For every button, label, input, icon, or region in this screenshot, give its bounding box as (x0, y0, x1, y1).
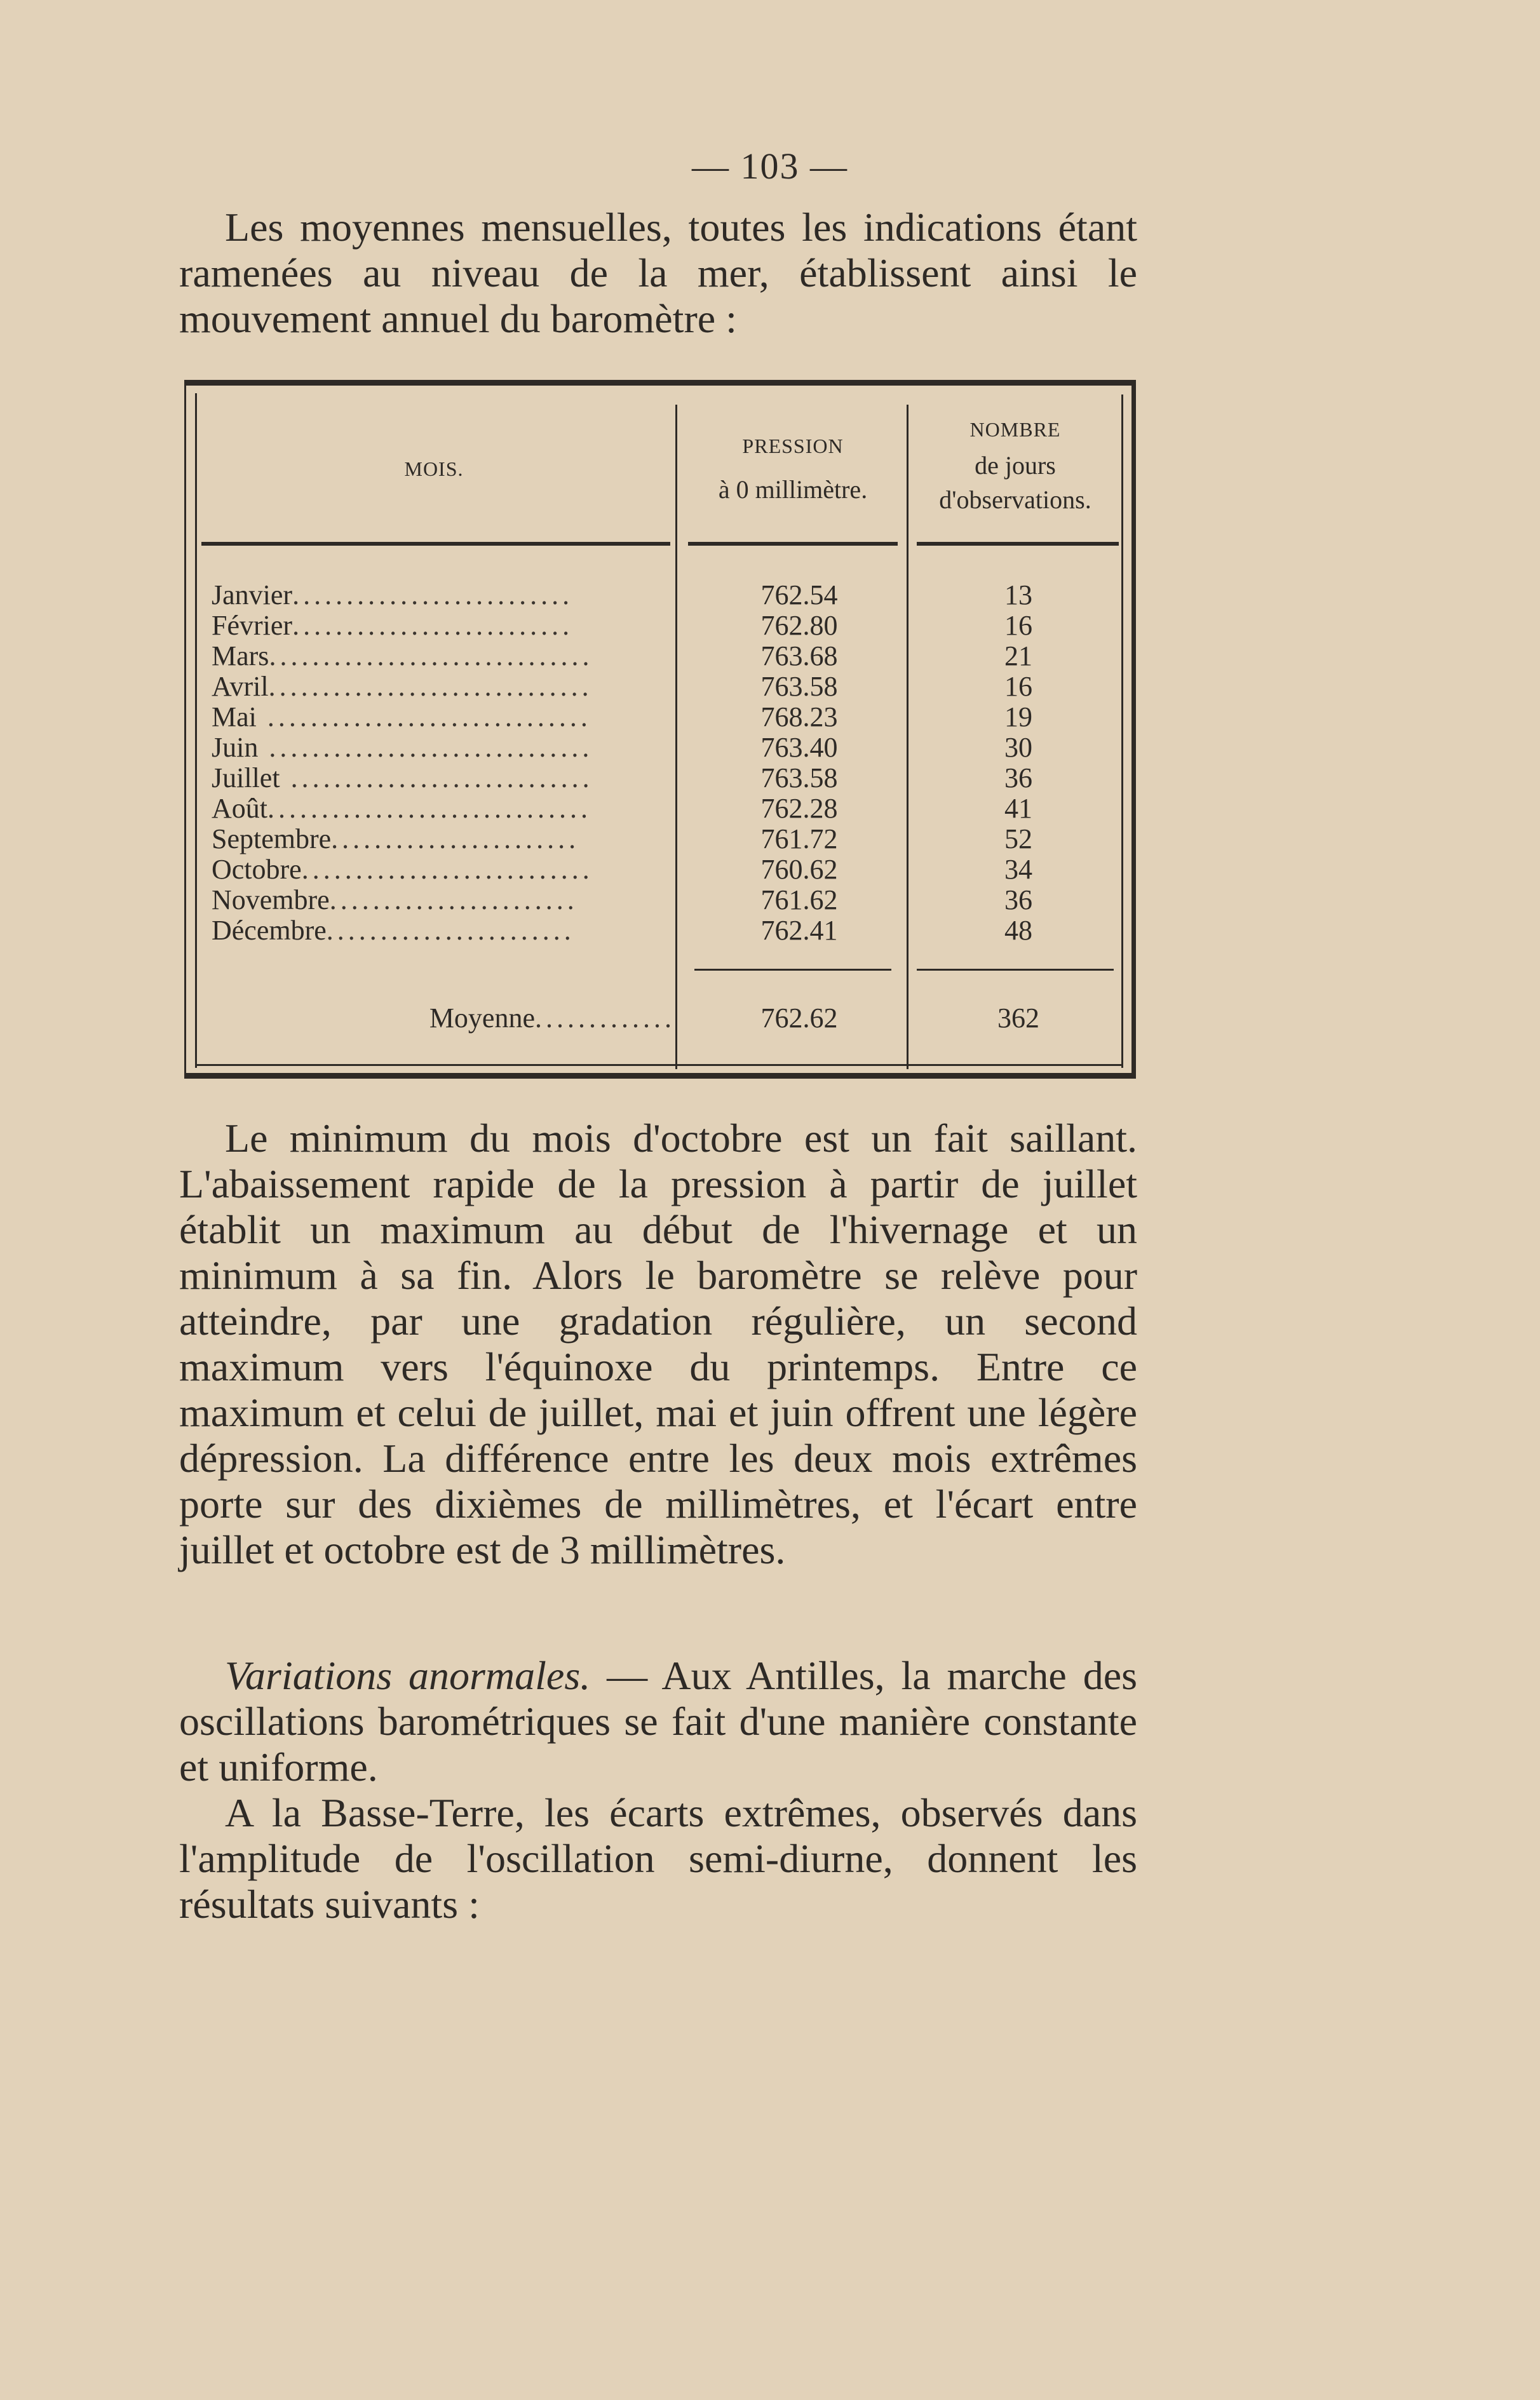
header-rule-pressure (688, 542, 898, 546)
table-row: Février.......................... 762.80 16 (212, 610, 1126, 641)
pressure-value: 762.41 (760, 915, 838, 946)
table-row: Décembre....................... 762.41 48 (212, 915, 1126, 946)
month-name: Octobre (212, 854, 302, 885)
pressure-value: 763.58 (760, 762, 838, 793)
variations-paragraph (179, 1653, 1137, 1790)
variations-heading: Variations anormales. (225, 1653, 591, 1698)
month-name: Avril (212, 671, 269, 702)
month-name: Janvier (212, 580, 293, 610)
header-month: MOIS. (404, 457, 464, 480)
total-rule-days (917, 969, 1114, 971)
inner-left-border (195, 393, 197, 1068)
month-name: Septembre (212, 824, 332, 854)
month-name: Août (212, 793, 267, 824)
table-row: Juillet ............................ 763.58 36 (212, 763, 1126, 793)
month-name: Décembre (212, 915, 327, 946)
month-name: Juillet (212, 763, 280, 793)
days-value: 19 (1004, 701, 1032, 732)
header-rule-days (917, 542, 1119, 546)
header-days-title: NOMBRE (969, 418, 1061, 441)
header-rule-month (201, 542, 670, 546)
header-pressure-title: PRESSION (742, 435, 844, 457)
inner-bottom-border (195, 1064, 1123, 1066)
basse-terre-paragraph: A la Basse-Terre, les écarts extrêmes, observés dans l'amplitude de l'oscillation semi-diurne, donnent les résultats suivants : (179, 1790, 1137, 1927)
days-value: 52 (1004, 823, 1032, 854)
days-value: 16 (1004, 610, 1032, 641)
table-row: Mars.............................. 763.68 21 (212, 641, 1126, 671)
table-row: Novembre....................... 761.62 36 (212, 885, 1126, 915)
pressure-value: 762.80 (760, 610, 838, 641)
minimum-paragraph: Le minimum du mois d'octobre est un fait saillant. L'abaissement rapide de la pression à partir de juillet établit un maximum au début de l'hivernage et un minimum à sa fin. Alors le baromètre se relève pour atteindre, par une gradation régulière, un second maximum vers l'équinoxe du printemps. Entre ce maximum et celui de juillet, mai et juin offrent une légère dépression. La différence entre les deux mois extrêmes porte sur des dixièmes de millimètres, et l'écart entre juillet et octobre est de 3 millimètres. (179, 1116, 1137, 1572)
days-value: 36 (1004, 762, 1032, 793)
pressure-value: 762.54 (760, 579, 838, 610)
days-value: 16 (1004, 671, 1032, 702)
pressure-value: 761.62 (760, 884, 838, 915)
days-value: 13 (1004, 579, 1032, 610)
pressure-value: 763.40 (760, 732, 838, 763)
table-row: Octobre........................... 760.62 34 (212, 854, 1126, 885)
days-value: 48 (1004, 915, 1032, 946)
mean-days-value: 362 (997, 1002, 1039, 1034)
month-name: Juin (212, 732, 259, 763)
table-row: Septembre....................... 761.72 52 (212, 824, 1126, 854)
pressure-value: 761.72 (760, 823, 838, 854)
intro-paragraph: Les moyennes mensuelles, toutes les indications étant ramenées au niveau de la mer, établissent ainsi le mouvement annuel du baromètre : (179, 205, 1137, 341)
days-value: 21 (1004, 640, 1032, 671)
page-number: — 103 — (692, 145, 848, 187)
month-name: Novembre (212, 885, 330, 915)
header-days-line2: de jours (975, 451, 1056, 480)
header-days-line3: d'observations. (939, 485, 1091, 514)
pressure-value: 763.68 (760, 640, 838, 671)
pressure-value: 763.58 (760, 671, 838, 702)
table-row: Août.............................. 762.28 41 (212, 793, 1126, 824)
mean-pressure-value: 762.62 (760, 1002, 838, 1034)
month-name: Mars (212, 641, 269, 671)
table-row: Avril.............................. 763.58 16 (212, 671, 1126, 702)
table-row: Juin .............................. 763.40 30 (212, 732, 1126, 763)
barometer-table (184, 380, 1136, 1079)
total-rule-pressure (694, 969, 891, 971)
table-row: Mai .............................. 768.23 19 (212, 702, 1126, 732)
days-value: 36 (1004, 884, 1032, 915)
month-name: Mai (212, 702, 257, 732)
pressure-value: 760.62 (760, 854, 838, 885)
month-name: Février (212, 610, 293, 641)
days-value: 30 (1004, 732, 1032, 763)
mean-row: Moyenne............. 762.62 362 (212, 1003, 1126, 1034)
mean-label: Moyenne (429, 1003, 535, 1034)
header-pressure-unit: à 0 millimètre. (718, 475, 868, 504)
days-value: 34 (1004, 854, 1032, 885)
pressure-value: 762.28 (760, 793, 838, 824)
pressure-value: 768.23 (760, 701, 838, 732)
table-row: Janvier.......................... 762.54 13 (212, 580, 1126, 610)
variations-text: — Aux Antilles, la marche des oscillations barométriques se fait d'une manière constante et uniforme. (179, 1653, 1138, 1790)
days-value: 41 (1004, 793, 1032, 824)
